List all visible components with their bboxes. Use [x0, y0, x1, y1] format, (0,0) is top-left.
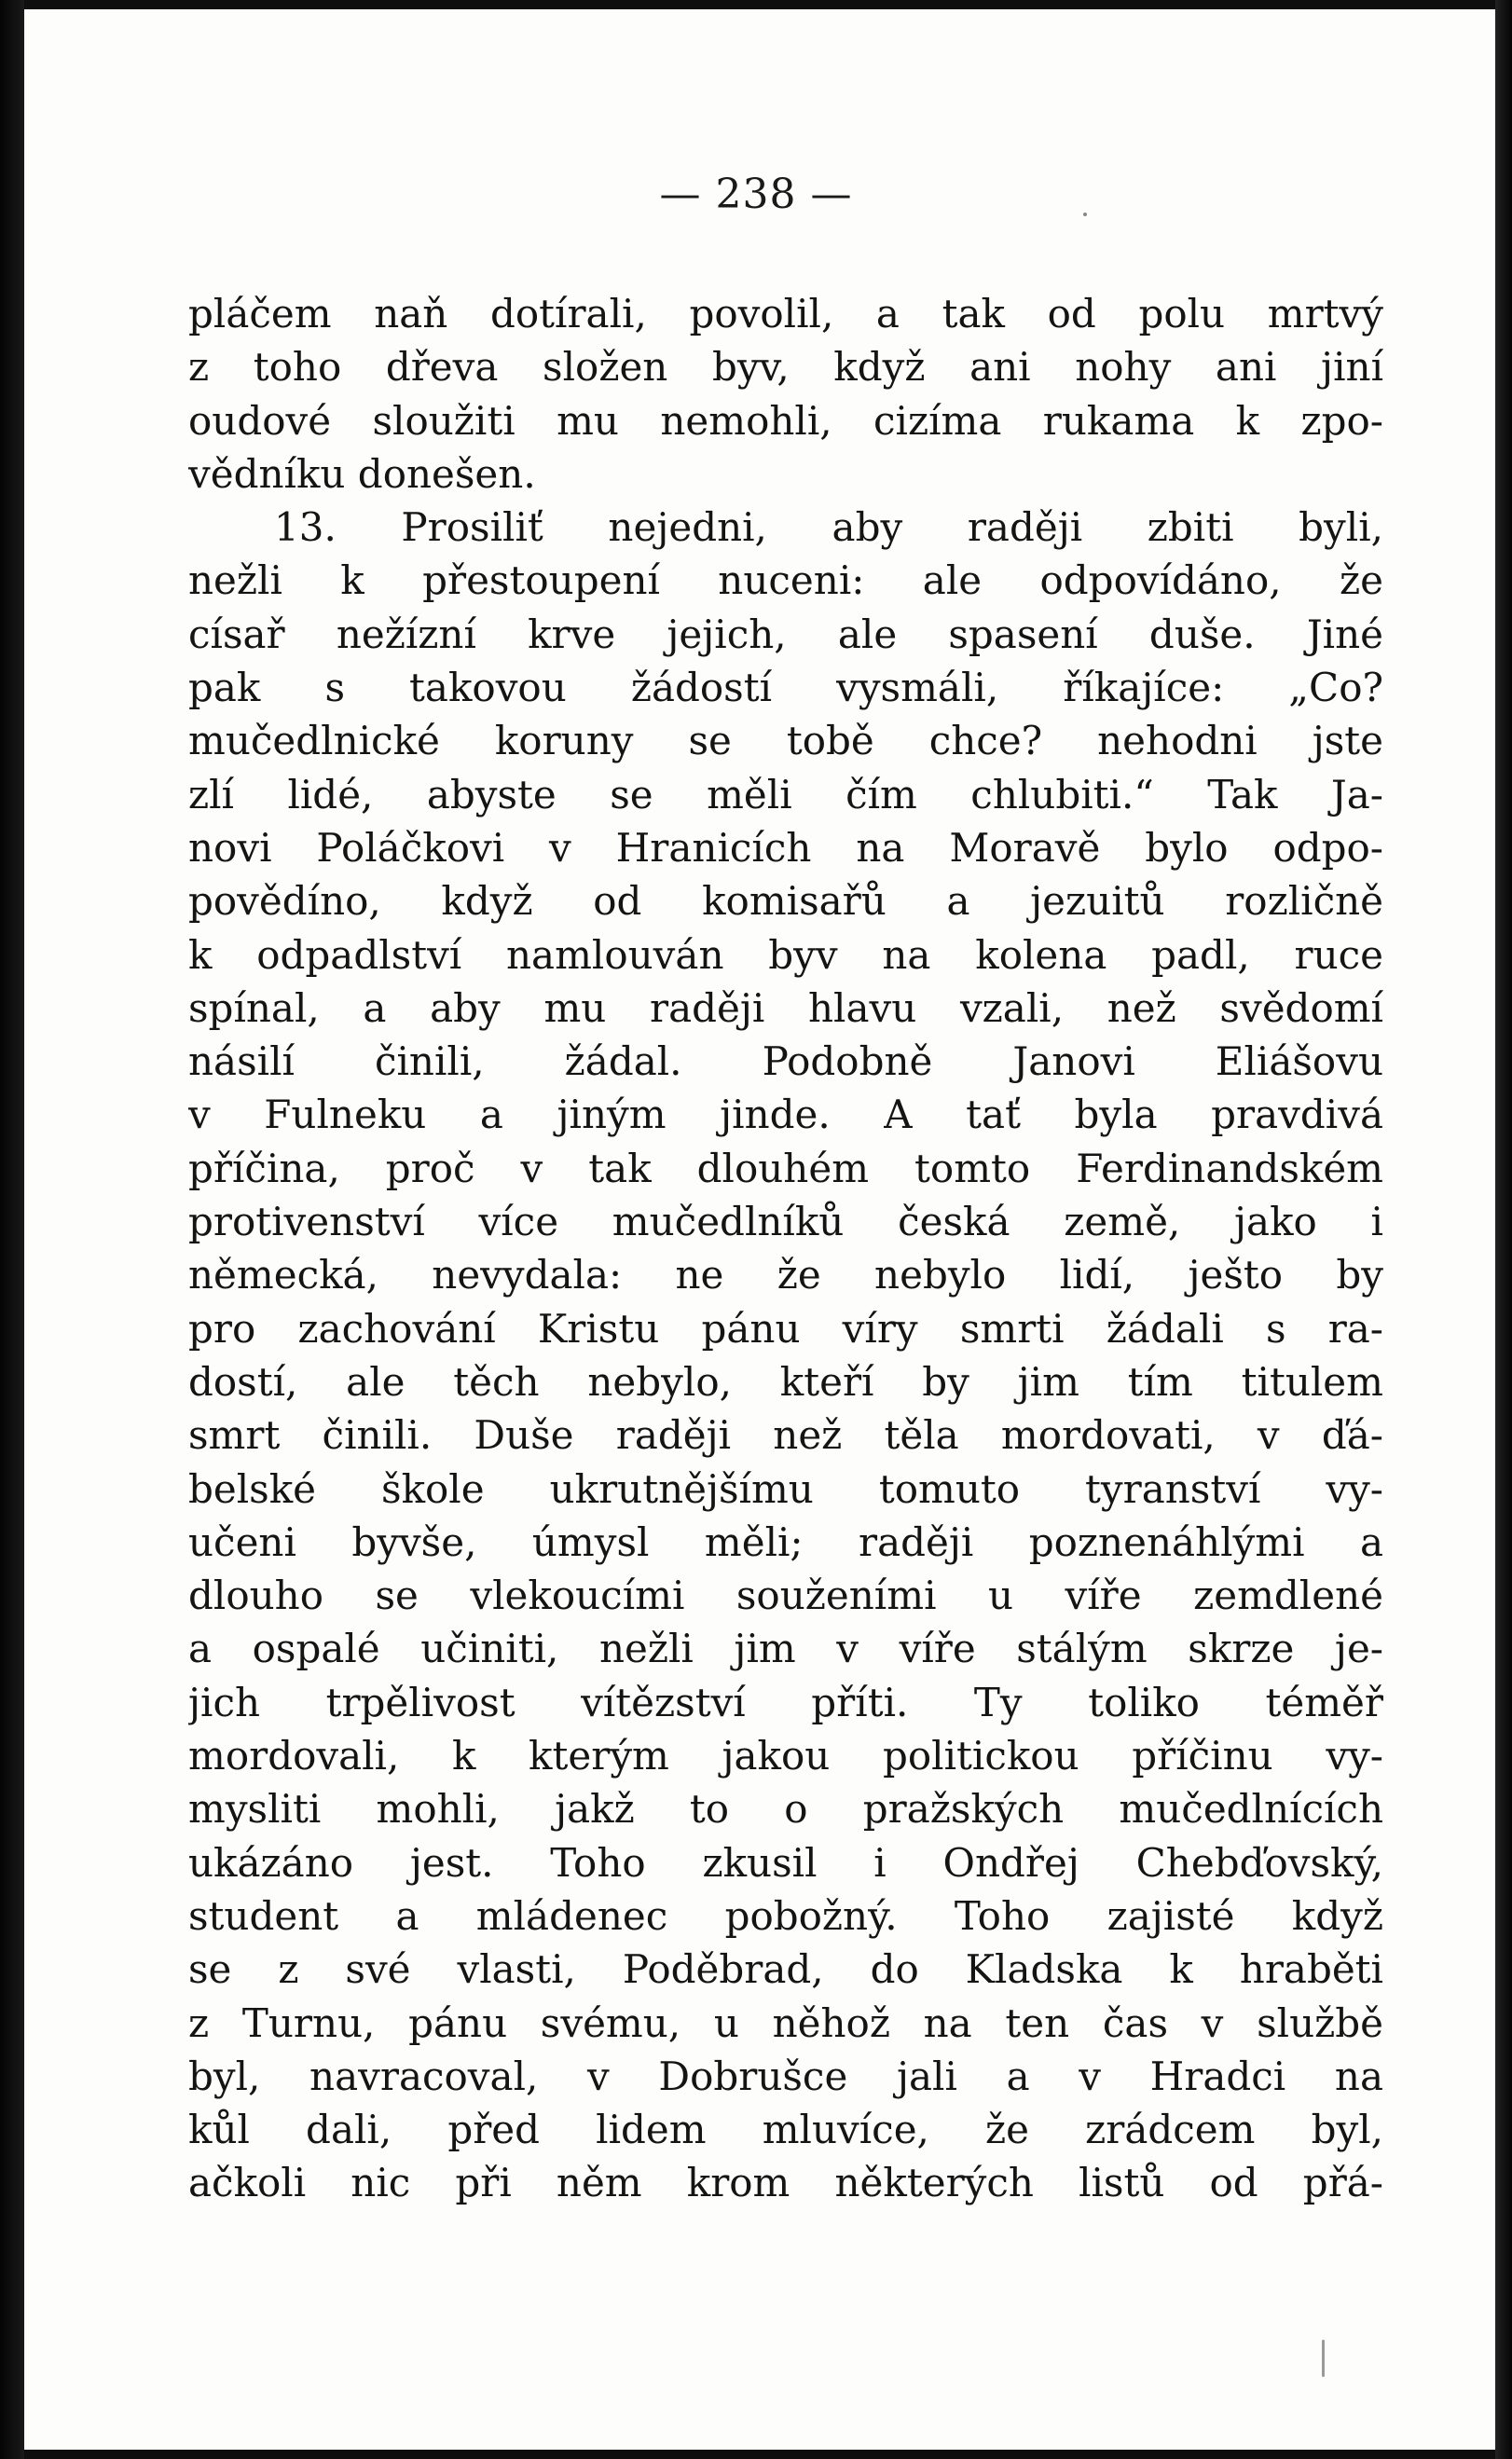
text-line: v Fulneku a jiným jinde. A tať byla pravdivá [188, 1092, 1383, 1138]
text-line: novi Poláčkovi v Hranicích na Moravě bylo odpo- [188, 824, 1383, 871]
text-line: kůl dali, před lidem mluvíce, že zrádcem byl, [188, 2107, 1383, 2153]
text-line: pak s takovou žádostí vysmáli, říkajíce: „Co? [188, 665, 1383, 711]
text-line: z toho dřeva složen byv, když ani nohy ani jiní [188, 344, 1383, 391]
text-line: z Turnu, pánu svému, u něhož na ten čas v službě [188, 1999, 1383, 2046]
text-line: spínal, a aby mu raději hlavu vzali, než svědomí [188, 984, 1383, 1031]
scan-border-left [0, 0, 24, 2459]
paper-scratch [1322, 2340, 1325, 2377]
text-line: dostí, ale těch nebylo, kteří by jim tím titulem [188, 1358, 1383, 1405]
text-line: příčina, proč v tak dlouhém tomto Ferdinandském [188, 1145, 1383, 1191]
text-line: císař nežízní krve jejich, ale spasení duše. Jiné [188, 611, 1383, 657]
text-line: mysliti mohli, jakž to o pražských mučedlnících [188, 1786, 1383, 1833]
text-line: ukázáno jest. Toho zkusil i Ondřej Chebďovský, [188, 1839, 1383, 1886]
text-line: oudové sloužiti mu nemohli, cizíma rukama k zpo- [188, 397, 1383, 444]
text-line: nežli k přestoupení nuceni: ale odpovídáno, že [188, 557, 1383, 604]
text-line: jich trpělivost vítězství příti. Ty toliko téměř [188, 1679, 1383, 1725]
text-line: německá, nevydala: ne že nebylo lidí, ješto by [188, 1252, 1383, 1298]
text-line: belské škole ukrutnějšímu tomuto tyranství vy- [188, 1465, 1383, 1512]
text-line: byl, navracoval, v Dobrušce jali a v Hradci na [188, 2053, 1383, 2099]
text-line: zlí lidé, abyste se měli čím chlubiti.“ Tak Ja- [188, 771, 1383, 817]
text-line: protivenství více mučedlníků česká země, jako i [188, 1199, 1383, 1245]
scan-border-right [1495, 0, 1512, 2459]
text-line: smrt činili. Duše raději než těla mordovati, v ďá- [188, 1412, 1383, 1459]
text-line: dlouho se vlekoucími souženími u víře zemdlené [188, 1573, 1383, 1619]
text-line: pro zachování Kristu pánu víry smrti žádali s ra- [188, 1305, 1383, 1352]
text-line: k odpadlství namlouván byv na kolena padl, ruce [188, 931, 1383, 978]
text-line: násilí činili, žádal. Podobně Janovi Eliášovu [188, 1038, 1383, 1085]
text-line: mučedlnické koruny se tobě chce? nehodni jste [188, 718, 1383, 764]
page-number: — 238 — [659, 171, 853, 218]
text-line: pláčem naň dotírali, povolil, a tak od polu mrtvý [188, 291, 1383, 337]
text-line: a ospalé učiniti, nežli jim v víře stálým skrze je- [188, 1626, 1383, 1672]
text-line: vědníku donešen. [188, 450, 536, 497]
text-line: 13. Prosiliť nejedni, aby raději zbiti byli, [274, 504, 1383, 551]
text-line: učeni byvše, úmysl měli; raději poznenáhlými a [188, 1518, 1383, 1565]
body-text [188, 287, 1383, 2210]
text-line: student a mládenec pobožný. Toho zajisté když [188, 1892, 1383, 1939]
text-line: povědíno, když od komisařů a jezuitů rozličně [188, 878, 1383, 925]
text-line: ačkoli nic při něm krom některých listů od přá- [188, 2160, 1383, 2206]
text-line: se z své vlasti, Poděbrad, do Kladska k hraběti [188, 1946, 1383, 1993]
text-line: mordovali, k kterým jakou politickou příčinu vy- [188, 1733, 1383, 1779]
